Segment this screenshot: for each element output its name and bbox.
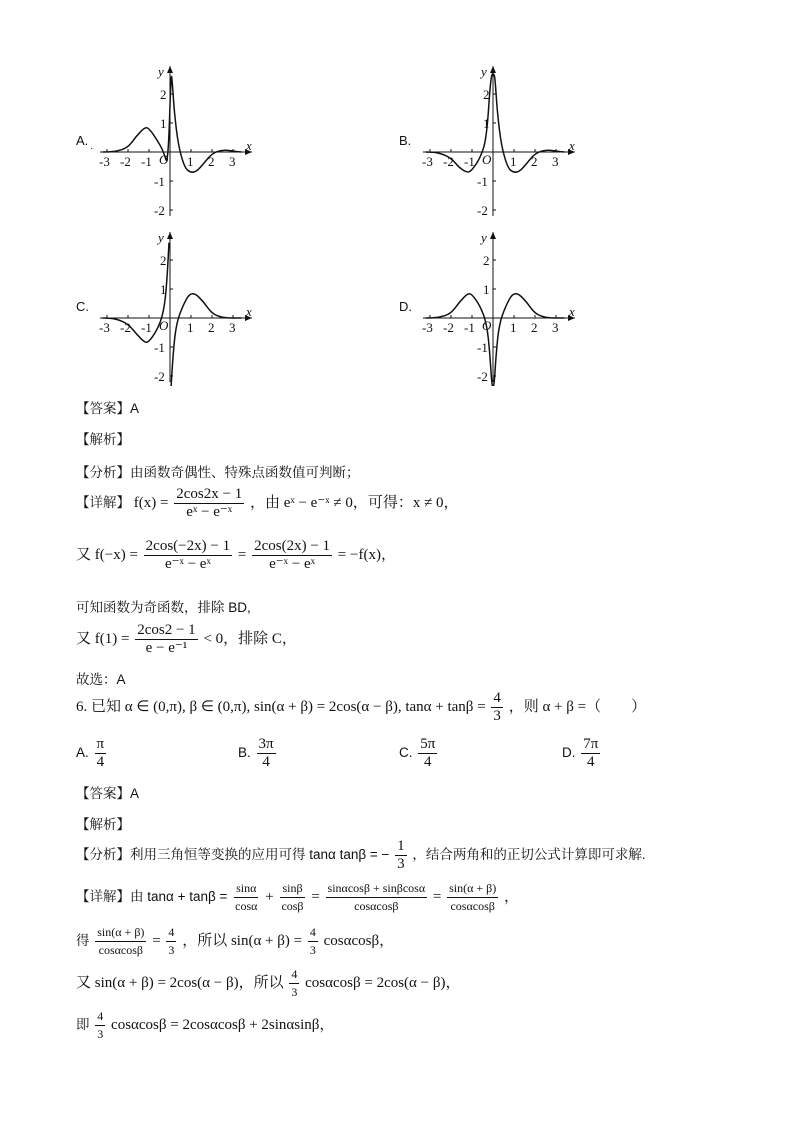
d3-eq: =	[152, 933, 161, 950]
x-tick-label: -3	[99, 154, 110, 169]
d2-tail: ，	[504, 889, 520, 906]
choice-c-den: 4	[424, 754, 432, 770]
x-tick-label: -2	[120, 154, 131, 169]
x-tick-label: -2	[443, 154, 454, 169]
f1-frac	[135, 622, 197, 657]
choice-a-frac	[95, 736, 107, 771]
x-tick-label: 1	[510, 320, 517, 335]
y-axis-label: y	[481, 64, 487, 79]
d2-eq-1: =	[311, 889, 320, 906]
fneg-den-2: e⁻ˣ − eˣ	[269, 556, 315, 572]
x-axis-label: x	[569, 138, 575, 153]
choice-b-den: 4	[262, 754, 270, 770]
fneg-frac-1	[144, 538, 232, 573]
fx-den: eˣ − e⁻ˣ	[186, 504, 233, 520]
graph-svg	[92, 226, 262, 386]
d5-tail: cosαcosβ = 2cosαcosβ + 2sinαsinβ，	[111, 1017, 335, 1034]
option-c-label: C.	[76, 299, 89, 314]
conclusion-line: 故选：A	[76, 672, 126, 687]
fx-def: f(x) =	[133, 495, 169, 512]
y-tick-label: -1	[154, 174, 165, 189]
function-curve	[426, 294, 565, 386]
d2-frac-2	[279, 880, 305, 915]
analysis2-line	[76, 838, 646, 873]
d5-frac	[95, 1008, 105, 1043]
d2-den-4: cosαcosβ	[450, 899, 495, 913]
fneg-den-1: e⁻ˣ − eˣ	[164, 556, 211, 572]
answer-label: 【答案】A	[76, 401, 140, 416]
analysis2-pre: 【分析】利用三角恒等变换的应用可得 tanα tanβ = −	[76, 847, 390, 863]
origin-label: O	[159, 318, 169, 333]
d3-frac-3	[308, 924, 318, 959]
x-tick-label: -3	[422, 154, 433, 169]
f1-num: 2cos2 − 1	[137, 622, 196, 638]
detail2-line-3	[76, 966, 461, 1001]
x-tick-label: 2	[531, 154, 538, 169]
y-tick-label: 2	[160, 87, 167, 102]
fx-num: 2cos2x − 1	[176, 486, 243, 502]
choice-d-frac	[581, 736, 600, 771]
fx-fraction	[174, 486, 244, 521]
y-axis-label: y	[158, 64, 164, 79]
d3-frac-1	[95, 924, 146, 959]
function-curve	[171, 294, 241, 386]
x-tick-label: -3	[99, 320, 110, 335]
y-tick-label: 2	[483, 87, 490, 102]
f1-den: e − e⁻¹	[145, 640, 188, 656]
y-tick-label: 2	[160, 253, 167, 268]
d2-frac-1	[233, 880, 259, 915]
fneg-tail: = −f(x)，	[337, 547, 396, 564]
y-tick-label: 1	[160, 282, 167, 297]
option-d-label: D.	[399, 299, 412, 314]
choice-c-num: 5π	[420, 736, 436, 752]
y-axis-arrow	[490, 66, 496, 73]
graph-svg	[92, 60, 262, 220]
analysis2-den: 3	[397, 856, 405, 872]
d2-num-3: sinαcosβ + sinβcosα	[326, 880, 428, 898]
choice-d-num: 7π	[583, 736, 599, 752]
stray-dot: .	[90, 141, 94, 152]
choice-b-num: 3π	[258, 736, 274, 752]
q6-num: 4	[493, 690, 501, 706]
detail-label: 【详解】	[76, 495, 130, 511]
d4-frac	[289, 966, 299, 1001]
d2-num-2: sinβ	[280, 880, 304, 898]
x-tick-label: 1	[187, 320, 194, 335]
d2-plus: +	[265, 889, 274, 906]
graph-b	[415, 60, 585, 224]
x-tick-label: -2	[120, 320, 131, 335]
x-axis-label: x	[246, 304, 252, 319]
detail2-line-4	[76, 1008, 334, 1043]
d4-num: 4	[289, 966, 299, 984]
choice-a-letter: A.	[76, 745, 89, 761]
x-tick-label: 3	[552, 154, 559, 169]
d3-den-3: 3	[309, 943, 316, 957]
choice-b	[238, 736, 278, 771]
choice-b-letter: B.	[238, 745, 251, 761]
d4-tail: cosαcosβ = 2cos(α − β)，	[305, 975, 461, 992]
d3-den-2: 3	[168, 943, 175, 957]
equals: =	[237, 547, 247, 564]
graph-c	[92, 226, 262, 390]
y-tick-label: -1	[477, 174, 488, 189]
y-tick-label: 2	[483, 253, 490, 268]
d2-frac-4	[447, 880, 498, 915]
d5-num: 4	[95, 1008, 105, 1026]
graph-d	[415, 226, 585, 390]
analysis2-label: 【解析】	[76, 817, 130, 832]
y-axis-arrow	[167, 66, 173, 73]
analysis2-tail: ，结合两角和的正切公式计算即可求解.	[412, 847, 646, 863]
x-tick-label: 1	[187, 154, 194, 169]
y-tick-label: -1	[477, 340, 488, 355]
choice-d	[562, 736, 602, 771]
y-tick-label: 1	[483, 116, 490, 131]
d2-eq-2: =	[432, 889, 442, 906]
graph-svg	[415, 226, 585, 386]
x-tick-label: -1	[141, 320, 152, 335]
d4-pre: 又 sin(α + β) = 2cos(α − β)，所以	[76, 975, 284, 992]
d3-num-1: sin(α + β)	[95, 924, 146, 942]
choice-c-frac	[418, 736, 437, 771]
d2-den-1: cosα	[235, 899, 258, 913]
d3-mid: ，所以 sin(α + β) =	[182, 933, 303, 950]
x-tick-label: -1	[464, 320, 475, 335]
odd-function-line: 可知函数为奇函数，排除 BD,	[76, 600, 251, 615]
origin-label: O	[482, 152, 492, 167]
detail-line-2	[76, 538, 396, 573]
x-tick-label: 2	[531, 320, 538, 335]
d3-den-1: cosαcosβ	[98, 943, 144, 957]
d4-den: 3	[291, 985, 298, 999]
choice-a	[76, 736, 108, 771]
d5-den: 3	[97, 1027, 104, 1041]
x-tick-label: 1	[510, 154, 517, 169]
y-axis-label: y	[481, 230, 487, 245]
choice-b-frac	[257, 736, 276, 771]
x-tick-label: 2	[208, 320, 215, 335]
analysis2-num: 1	[397, 838, 405, 854]
fneg-frac-2	[252, 538, 332, 573]
graph-svg	[415, 60, 585, 220]
x-tick-label: 2	[208, 154, 215, 169]
choice-a-den: 4	[96, 754, 105, 770]
option-a-label: A. $_.$	[76, 133, 94, 152]
q6-den: 3	[493, 708, 501, 724]
x-axis-label: x	[246, 138, 252, 153]
detail2-line-2	[76, 924, 394, 959]
x-tick-label: 3	[229, 154, 236, 169]
choice-a-num: π	[96, 736, 105, 752]
analysis2-frac	[395, 838, 407, 873]
d3-frac-2	[166, 924, 176, 959]
d3-num-3: 4	[308, 924, 318, 942]
d3-pre: 得	[76, 933, 90, 949]
d2-num-4: sin(α + β)	[447, 880, 498, 898]
d3-num-2: 4	[166, 924, 176, 942]
x-tick-label: -1	[464, 154, 475, 169]
y-tick-label: -2	[154, 203, 165, 218]
x-tick-label: 3	[229, 320, 236, 335]
y-axis-label: y	[158, 230, 164, 245]
answer2-label: 【答案】A	[76, 786, 140, 801]
d3-tail: cosαcosβ，	[323, 933, 395, 950]
f1-pre: 又 f(1) =	[76, 631, 130, 648]
x-tick-label: -3	[422, 320, 433, 335]
choice-d-den: 4	[587, 754, 595, 770]
y-tick-label: -2	[477, 369, 488, 384]
detail2-line-1	[76, 880, 519, 915]
choice-d-letter: D.	[562, 745, 576, 761]
y-tick-label: -2	[477, 203, 488, 218]
q6-stem: 6. 已知 α ∈ (0,π), β ∈ (0,π), sin(α + β) = 2cos(α − β), tanα + tanβ =	[76, 699, 486, 716]
detail-line-4	[76, 622, 297, 657]
analysis-text: 【分析】由函数奇偶性、特殊点函数值可判断；	[76, 465, 360, 480]
y-axis-arrow	[167, 232, 173, 239]
x-axis-label: x	[569, 304, 575, 319]
analysis-label: 【解析】	[76, 432, 130, 447]
d2-frac-3	[326, 880, 428, 915]
x-tick-label: -1	[141, 154, 152, 169]
y-tick-label: 1	[483, 282, 490, 297]
origin-label: O	[482, 318, 492, 333]
choice-c-letter: C.	[399, 745, 413, 761]
detail-line-1	[76, 486, 459, 521]
d2-num-1: sinα	[234, 880, 258, 898]
d2-den-3: cosαcosβ	[354, 899, 399, 913]
q6-frac	[491, 690, 503, 725]
origin-label: O	[159, 152, 169, 167]
y-axis-arrow	[490, 232, 496, 239]
fx-domain: ，由 eˣ − e⁻ˣ ≠ 0，可得：x ≠ 0，	[249, 495, 459, 512]
y-tick-label: -1	[154, 340, 165, 355]
fneg-num-2: 2cos(2x) − 1	[254, 538, 331, 554]
x-tick-label: -2	[443, 320, 454, 335]
option-b-label: B.	[399, 133, 412, 148]
q6-tail: ，则 α + β =（ ）	[508, 699, 647, 716]
graph-a	[92, 60, 262, 224]
y-tick-label: -2	[154, 369, 165, 384]
detail2-pre: 【详解】由 tanα + tanβ =	[76, 889, 228, 905]
question-6	[76, 690, 646, 725]
x-tick-label: 3	[552, 320, 559, 335]
choice-c	[399, 736, 439, 771]
d5-pre: 即	[76, 1017, 90, 1033]
d2-den-2: cosβ	[281, 899, 304, 913]
fneg-num-1: 2cos(−2x) − 1	[145, 538, 231, 554]
fneg-pre: 又 f(−x) =	[76, 547, 138, 564]
y-tick-label: 1	[160, 116, 167, 131]
f1-tail: < 0，排除 C，	[203, 631, 297, 648]
